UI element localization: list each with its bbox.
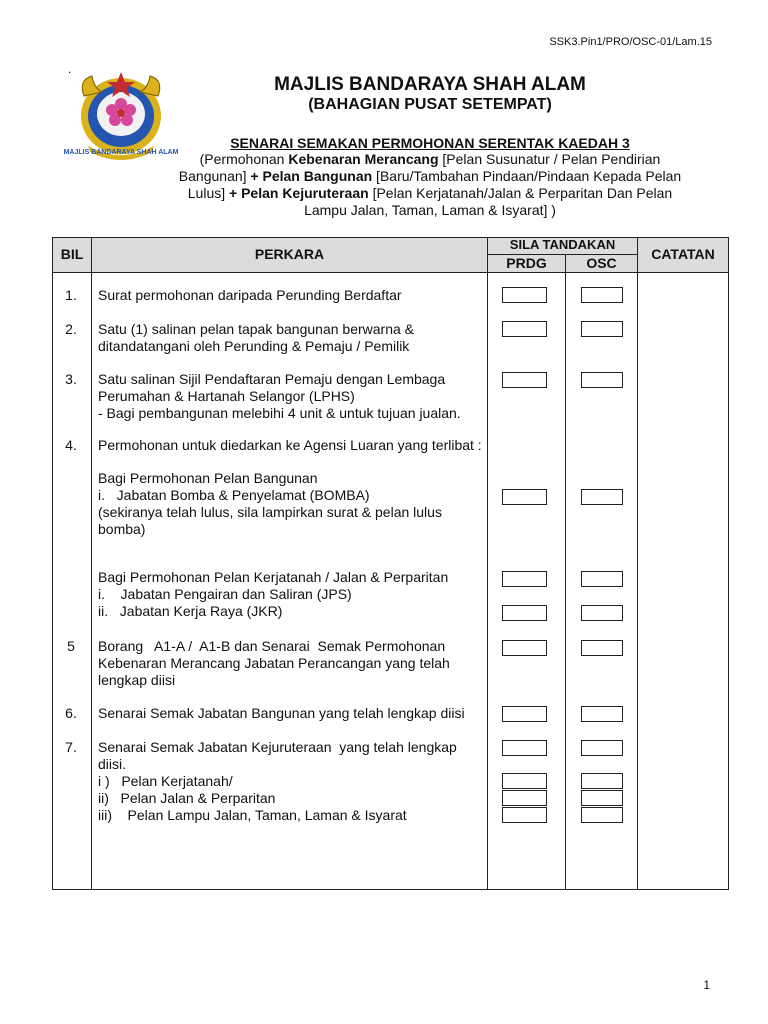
osc-checkbox[interactable] [581,489,623,505]
row-line: bomba) [98,521,146,537]
page-number: 1 [703,978,710,992]
row-line: Senarai Semak Jabatan Kejuruteraan yang telah lengkap [98,739,457,755]
header-bil: BIL [60,246,84,262]
description-segment: [Baru/Tambahan Pindaan/Pindaan Kepada Pelan Lulus] [187,168,682,201]
department-name: (BAHAGIAN PUSAT SETEMPAT) [308,96,552,113]
prdg-checkbox[interactable] [502,321,547,337]
header-perkara: PERKARA [254,246,325,262]
row-line: iii) Pelan Lampu Jalan, Taman, Laman & Isyarat [98,807,407,823]
prdg-checkbox[interactable] [502,740,547,756]
row-number: 7. [65,739,77,755]
description-segment: Kebenaran Merancang [288,151,439,167]
row-number: 6. [65,705,77,721]
row-line: ditandatangani oleh Perunding & Pemaju / Pemilik [98,338,410,354]
prdg-checkbox[interactable] [502,287,547,303]
osc-checkbox[interactable] [581,321,623,337]
majlis-bandaraya-shah-alam-crest-icon [63,66,179,162]
prdg-checkbox[interactable] [502,640,547,656]
prdg-checkbox[interactable] [502,605,547,621]
stray-mark: . [68,62,72,76]
row-description [98,705,488,722]
row-line: Kebenaran Merancang Jabatan Perancangan yang telah [98,655,450,671]
row-line: Perumahan & Hartanah Selangor (LPHS) [98,388,355,404]
row-line: (sekiranya telah lulus, sila lampirkan surat & pelan lulus [98,504,442,520]
description-segment: [Pelan Kerjatanah/Jalan & Perparitan Dan Pelan Lampu Jalan, Taman, Laman & Isyarat] ) [304,185,673,218]
checklist-description [170,151,690,219]
osc-checkbox[interactable] [581,706,623,722]
row-number: 4. [65,437,77,453]
osc-checkbox[interactable] [581,773,623,789]
prdg-checkbox[interactable] [502,773,547,789]
prdg-checkbox[interactable] [502,489,547,505]
row-description [98,638,488,689]
row-line: Bagi Permohonan Pelan Bangunan [98,470,318,486]
prdg-checkbox[interactable] [502,571,547,587]
row-line: Surat permohonan daripada Perunding Berdaftar [98,287,402,303]
osc-checkbox[interactable] [581,740,623,756]
row-description [98,569,488,603]
description-segment: [Pelan Susunatur / Pelan Pendirian Bangunan] [178,151,661,184]
organization-name: MAJLIS BANDARAYA SHAH ALAM [274,74,586,95]
osc-checkbox[interactable] [581,807,623,823]
row-line: Permohonan untuk diedarkan ke Agensi Luaran yang terlibat : [98,437,482,453]
row-number: 3. [65,371,77,387]
row-number: 1. [65,287,77,303]
header-sila-tandakan: SILA TANDAKAN [509,237,616,252]
description-segment: (Permohonan [199,151,289,167]
prdg-checkbox[interactable] [502,807,547,823]
header-catatan: CATATAN [651,246,715,262]
row-description [98,371,488,422]
prdg-checkbox[interactable] [502,372,547,388]
row-number: 2. [65,321,77,337]
row-line: - Bagi pembangunan melebihi 4 unit & untuk tujuan jualan. [98,405,461,421]
row-line: lengkap diisi [98,672,176,688]
row-line: Senarai Semak Jabatan Bangunan yang telah lengkap diisi [98,705,465,721]
row-line: i ) Pelan Kerjatanah/ [98,773,233,789]
row-description [98,321,488,355]
row-line: Satu (1) salinan pelan tapak bangunan berwarna & [98,321,414,337]
header-prdg: PRDG [506,255,547,271]
osc-checkbox[interactable] [581,605,623,621]
osc-checkbox[interactable] [581,287,623,303]
osc-checkbox[interactable] [581,571,623,587]
crest-ring-text: MAJLIS BANDARAYA SHAH ALAM [63,149,179,156]
row-description [98,603,488,620]
row-line: diisi. [98,756,127,772]
prdg-checkbox[interactable] [502,790,547,806]
row-description [98,739,488,824]
osc-checkbox[interactable] [581,372,623,388]
osc-checkbox[interactable] [581,790,623,806]
row-line: Satu salinan Sijil Pendaftaran Pemaju dengan Lembaga [98,371,446,387]
checklist-title: SENARAI SEMAKAN PERMOHONAN SERENTAK KAEDAH 3 [230,135,630,151]
row-line: Borang A1-A / A1-B dan Senarai Semak Permohonan [98,638,446,654]
row-line: i. Jabatan Pengairan dan Saliran (JPS) [98,586,352,602]
description-segment: + Pelan Kejuruteraan [229,185,369,201]
row-description [98,470,488,538]
document-reference: SSK3.Pin1/PRO/OSC-01/Lam.15 [549,36,712,48]
row-line: Bagi Permohonan Pelan Kerjatanah / Jalan & Perparitan [98,569,449,585]
description-segment: + Pelan Bangunan [250,168,373,184]
osc-checkbox[interactable] [581,640,623,656]
row-line: ii) Pelan Jalan & Perparitan [98,790,276,806]
row-line: i. Jabatan Bomba & Penyelamat (BOMBA) [98,487,370,503]
row-description [98,437,488,454]
row-number: 5 [67,638,75,654]
header-osc: OSC [586,255,617,271]
prdg-checkbox[interactable] [502,706,547,722]
row-description [98,287,488,304]
row-line: ii. Jabatan Kerja Raya (JKR) [98,603,283,619]
